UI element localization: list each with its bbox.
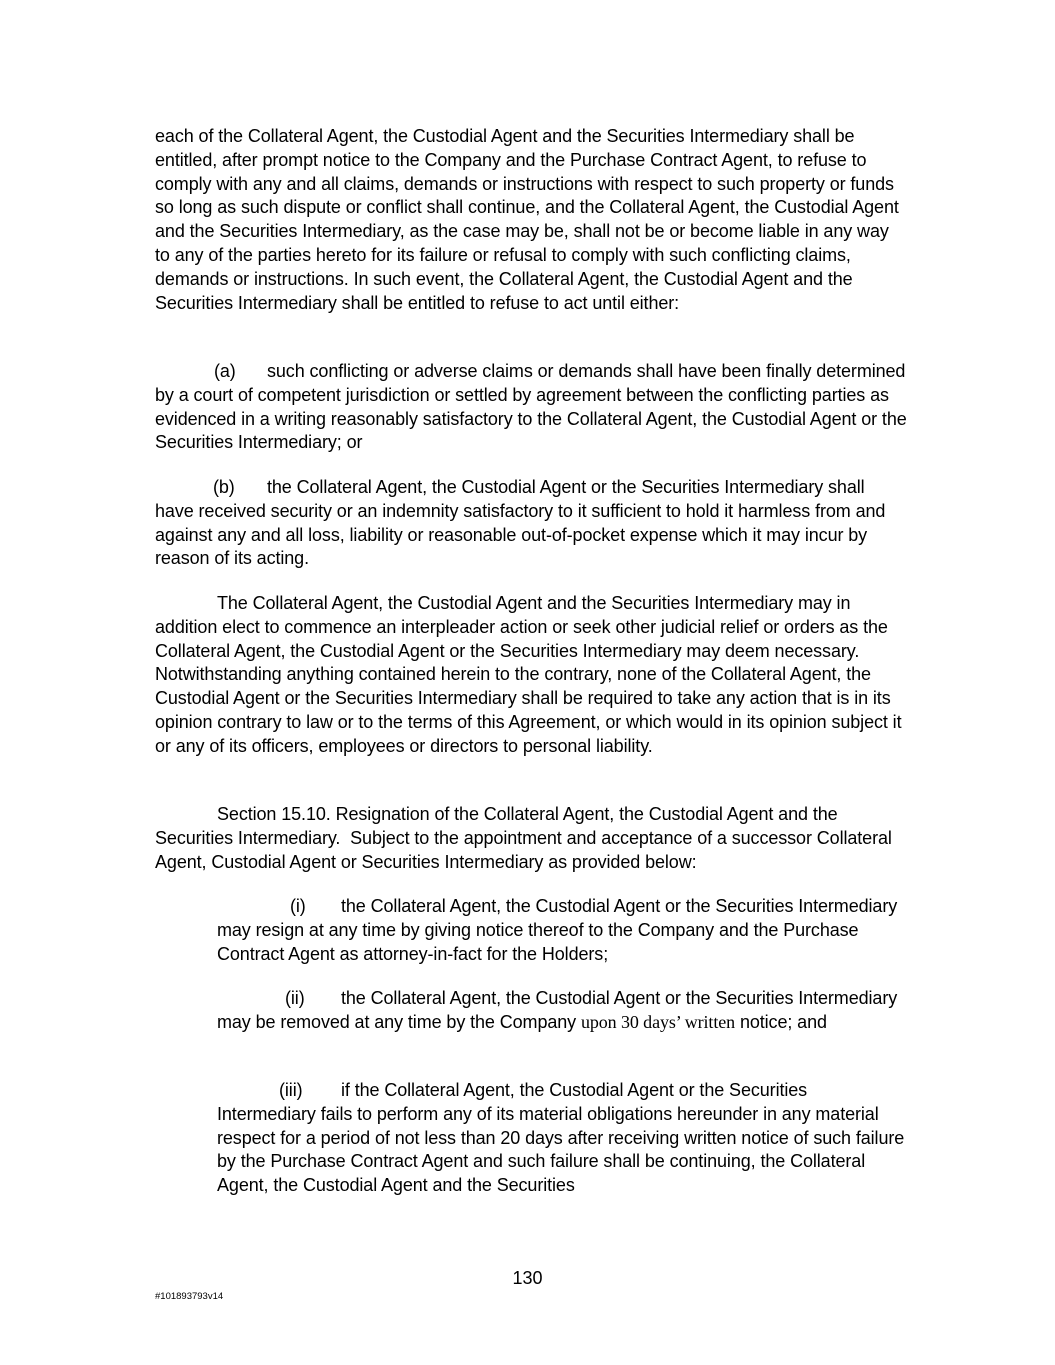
paragraph-text: The Collateral Agent, the Custodial Agent and the Securities Intermediary may in addition elect to commence an interpleader action or seek other judicial relief or orders as the Collateral Agent, the Custodial Agent or the Securities Intermediary may deem necessary. Notwithstanding anything contained herein to the contrary, none of the Collateral Agent, the Custodial Agent or the Securities Intermediary shall be required to take any action that is in its opinion contrary to law or to the terms of this Agreement, or which would in its opinion subject it or any of its officers, employees or directors to personal liability. bbox=[155, 593, 902, 756]
clause-a-text: such conflicting or adverse claims or demands shall have been finally determined by a court of competent jurisdiction or settled by agreement between the conflicting parties as evidenced in a writing reasonably satisfactory to the Collateral Agent, the Custodial Agent or the Securities Intermediary; or bbox=[155, 361, 907, 453]
document-id: #101893793v14 bbox=[155, 1291, 224, 1302]
clause-ii-label: (ii) bbox=[285, 988, 305, 1008]
clause-i-text: the Collateral Agent, the Custodial Agent or the Securities Intermediary may resign at any time by giving notice thereof to the Company and the Purchase Contract Agent as attorney-in-fact for the Holders; bbox=[217, 896, 898, 964]
clause-iii bbox=[217, 1079, 907, 1198]
clause-iii-label: (iii) bbox=[279, 1080, 303, 1100]
clause-b-text: the Collateral Agent, the Custodial Agent or the Securities Intermediary shall have received security or an indemnity satisfactory to it sufficient to hold it harmless from and against any and all loss, liability or reasonable out-of-pocket expense which it may incur by reason of its acting. bbox=[155, 477, 886, 569]
clause-ii-text-end: notice; and bbox=[739, 1011, 827, 1032]
clause-i bbox=[217, 895, 907, 966]
page-number: 130 bbox=[512, 1268, 543, 1288]
section-heading: Section 15.10. Resignation of the Collateral Agent, the Custodial Agent and the Securities Intermediary. bbox=[155, 804, 838, 848]
clause-ii bbox=[217, 987, 907, 1035]
clause-b bbox=[155, 476, 907, 571]
clause-a bbox=[155, 360, 907, 455]
clause-a-label: (a) bbox=[214, 361, 236, 381]
paragraph-interpleader bbox=[155, 592, 907, 759]
clause-ii-serif-text: upon 30 days’ written bbox=[580, 1011, 736, 1032]
clause-i-label: (i) bbox=[290, 896, 306, 916]
paragraph-text: each of the Collateral Agent, the Custodial Agent and the Securities Intermediary shall be entitled, after prompt notice to the Company and the Purchase Contract Agent, to refuse to comply with any and all claims, demands or instructions with respect to such property or funds so long as such dispute or conflict shall continue, and the Collateral Agent, the Custodial Agent and the Securities Intermediary, as the case may be, shall not be or become liable in any way to any of the parties hereto for its failure or refusal to comply with such conflicting claims, demands or instructions. In such event, the Collateral Agent, the Custodial Agent and the Securities Intermediary shall be entitled to refuse to act until either: bbox=[155, 126, 899, 313]
section-text: Subject to the appointment and acceptance of a successor Collateral Agent, Custodial Agent or Securities Intermediary as provided below: bbox=[155, 827, 892, 872]
paragraph-continuation bbox=[155, 125, 907, 315]
clause-iii-text: if the Collateral Agent, the Custodial Agent or the Securities Intermediary fails to perform any of its material obligations hereunder in any material respect for a period of not less than 20 days after receiving written notice of such failure by the Purchase Contract Agent and such failure shall be continuing, the Collateral Agent, the Custodial Agent and the Securities bbox=[217, 1080, 905, 1196]
clause-ii-text: the Collateral Agent, the Custodial Agent or the Securities Intermediary may be removed at any time by the Company bbox=[217, 988, 898, 1032]
section-15-10 bbox=[155, 803, 907, 874]
clause-b-label: (b) bbox=[213, 477, 235, 497]
